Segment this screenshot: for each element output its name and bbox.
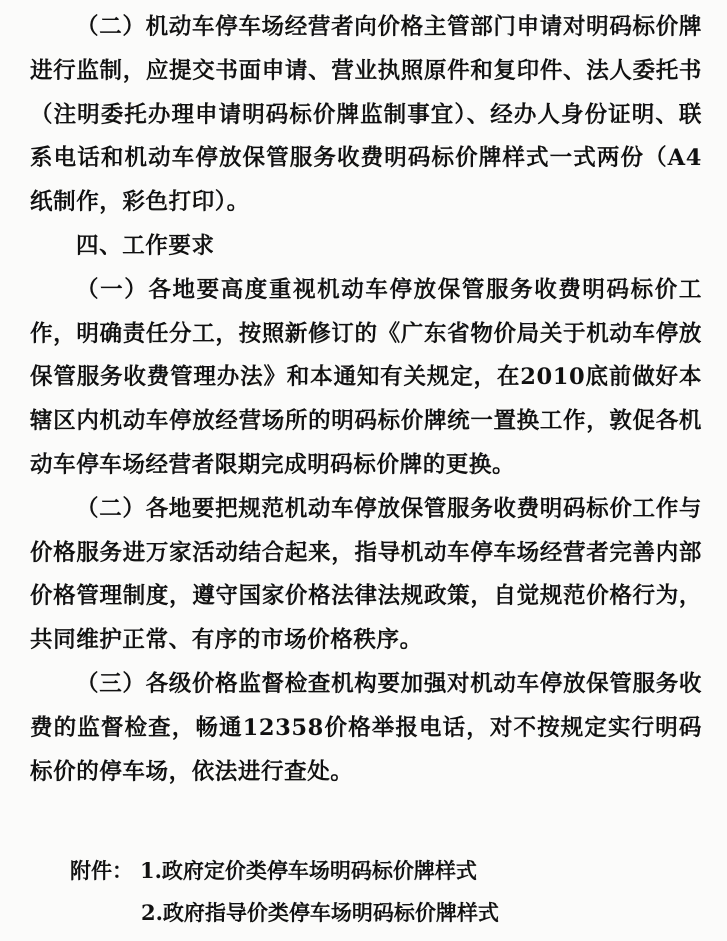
body-text: [30, 6, 702, 794]
attachments-label: 附件：: [70, 858, 133, 883]
attachment-line-1: [70, 850, 499, 892]
attachment-item-2: 2.政府指导价类停车场明码标价牌样式: [141, 900, 499, 925]
attachment-line-2: [70, 892, 499, 934]
requirement-item-2: （二）各地要把规范机动车停放保管服务收费明码标价工作与价格服务进万家活动结合起来，指导机动车停车场经营者完善内部价格管理制度，遵守国家价格法律法规政策，自觉规范价格行为，共同维护正常、有序的市场价格秩序。: [30, 495, 702, 654]
requirement-item-3: （三）各级价格监督检查机构要加强对机动车停放保管服务收费的监督检查，畅通12358价格举报电话，对不按规定实行明码标价的停车场，依法进行查处。: [30, 670, 702, 785]
section-heading: 四、工作要求: [76, 232, 215, 259]
attachment-item-1: 1.政府定价类停车场明码标价牌样式: [140, 858, 477, 883]
attachments-section: [70, 850, 499, 934]
requirement-item-1: （一）各地要高度重视机动车停放保管服务收费明码标价工作，明确责任分工，按照新修订的《广东省物价局关于机动车停放保管服务收费管理办法》和本通知有关规定，在2010底前做好本辖区内机动车停放经营场所的明码标价牌统一置换工作，敦促各机动车停车场经营者限期完成明码标价牌的更换。: [30, 276, 702, 478]
paragraph-application: （二）机动车停车场经营者向价格主管部门申请对明码标价牌进行监制，应提交书面申请、营业执照原件和复印件、法人委托书（注明委托办理申请明码标价牌监制事宜）、经办人身份证明、联系电话和机动车停放保管服务收费明码标价牌样式一式两份（A4纸制作，彩色打印）。: [30, 14, 702, 216]
